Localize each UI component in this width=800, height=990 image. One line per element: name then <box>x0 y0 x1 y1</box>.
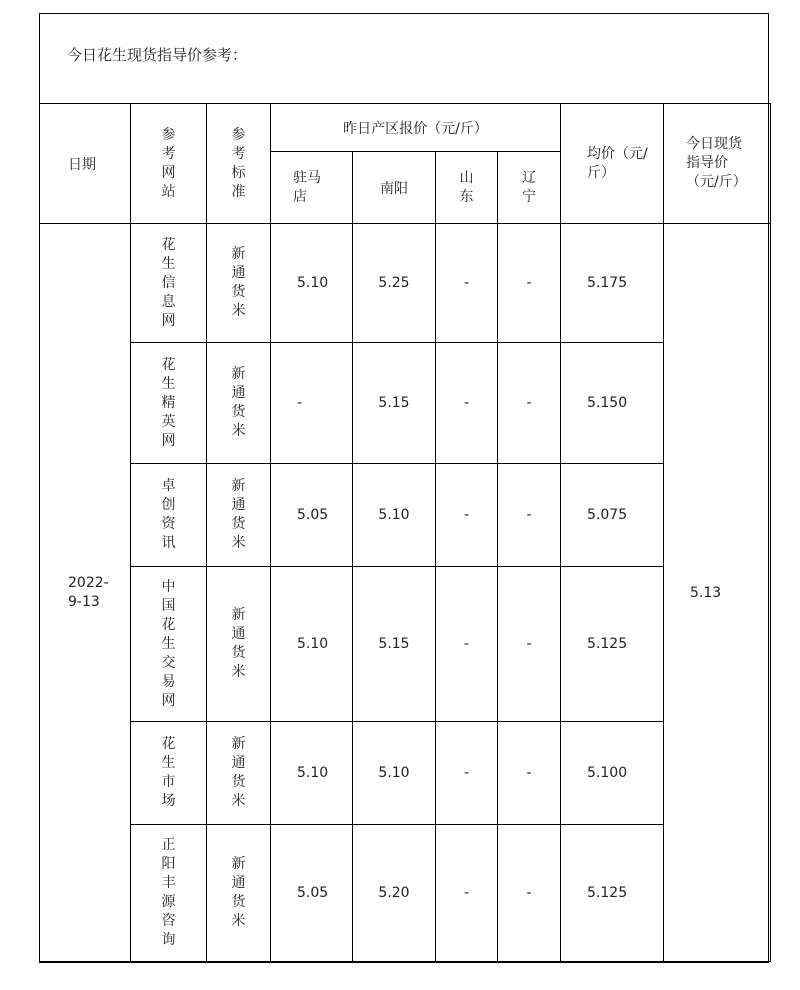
price-liaoning: - <box>498 722 561 825</box>
price-shandong: - <box>436 567 498 722</box>
price-shandong: - <box>436 464 498 567</box>
price-avg: 5.150 <box>561 343 664 464</box>
header-region-shandong: 山东 <box>436 152 498 224</box>
header-region-zhumadian: 驻马店 <box>271 152 353 224</box>
header-avg: 均价（元/斤） <box>561 104 664 224</box>
header-region-liaoning: 辽宁 <box>498 152 561 224</box>
table-row <box>40 464 771 567</box>
site-cell: 中国花生交易网 <box>131 567 207 722</box>
standard-cell: 新通货米 <box>207 722 271 825</box>
price-shandong: - <box>436 224 498 343</box>
page-title: 今日花生现货指导价参考： <box>67 46 248 64</box>
price-avg: 5.125 <box>561 825 664 962</box>
price-avg: 5.075 <box>561 464 664 567</box>
table-row <box>40 825 771 962</box>
table-row <box>40 224 771 343</box>
site-cell: 花生市场 <box>131 722 207 825</box>
price-shandong: - <box>436 825 498 962</box>
table-row <box>40 567 771 722</box>
price-zhumadian: 5.10 <box>271 224 353 343</box>
price-liaoning: - <box>498 825 561 962</box>
price-nanyang: 5.15 <box>353 343 436 464</box>
price-nanyang: 5.10 <box>353 722 436 825</box>
standard-cell: 新通货米 <box>207 464 271 567</box>
price-liaoning: - <box>498 343 561 464</box>
price-shandong: - <box>436 722 498 825</box>
price-zhumadian: 5.10 <box>271 722 353 825</box>
price-avg: 5.100 <box>561 722 664 825</box>
site-cell: 花生信息网 <box>131 224 207 343</box>
date-cell: 2022-9-13 <box>40 224 131 962</box>
header-row-1 <box>40 104 771 152</box>
site-cell: 花生精英网 <box>131 343 207 464</box>
table-row <box>40 343 771 464</box>
header-standard: 参考标准 <box>207 104 271 224</box>
price-shandong: - <box>436 343 498 464</box>
price-table <box>39 103 771 962</box>
header-date: 日期 <box>40 104 131 224</box>
price-zhumadian: 5.05 <box>271 825 353 962</box>
standard-cell: 新通货米 <box>207 567 271 722</box>
standard-cell: 新通货米 <box>207 224 271 343</box>
price-zhumadian: - <box>271 343 353 464</box>
price-liaoning: - <box>498 224 561 343</box>
header-guide: 今日现货指导价（元/斤） <box>664 104 771 224</box>
price-liaoning: - <box>498 464 561 567</box>
table-row <box>40 722 771 825</box>
price-nanyang: 5.10 <box>353 464 436 567</box>
price-nanyang: 5.20 <box>353 825 436 962</box>
header-region-nanyang: 南阳 <box>353 152 436 224</box>
guide-price-cell: 5.13 <box>664 224 771 962</box>
price-zhumadian: 5.10 <box>271 567 353 722</box>
standard-cell: 新通货米 <box>207 343 271 464</box>
price-liaoning: - <box>498 567 561 722</box>
price-avg: 5.175 <box>561 224 664 343</box>
header-site: 参考网站 <box>131 104 207 224</box>
price-nanyang: 5.25 <box>353 224 436 343</box>
standard-cell: 新通货米 <box>207 825 271 962</box>
price-zhumadian: 5.05 <box>271 464 353 567</box>
header-region-group: 昨日产区报价（元/斤） <box>271 104 561 152</box>
price-avg: 5.125 <box>561 567 664 722</box>
site-cell: 正阳丰源咨询 <box>131 825 207 962</box>
site-cell: 卓创资讯 <box>131 464 207 567</box>
price-nanyang: 5.15 <box>353 567 436 722</box>
